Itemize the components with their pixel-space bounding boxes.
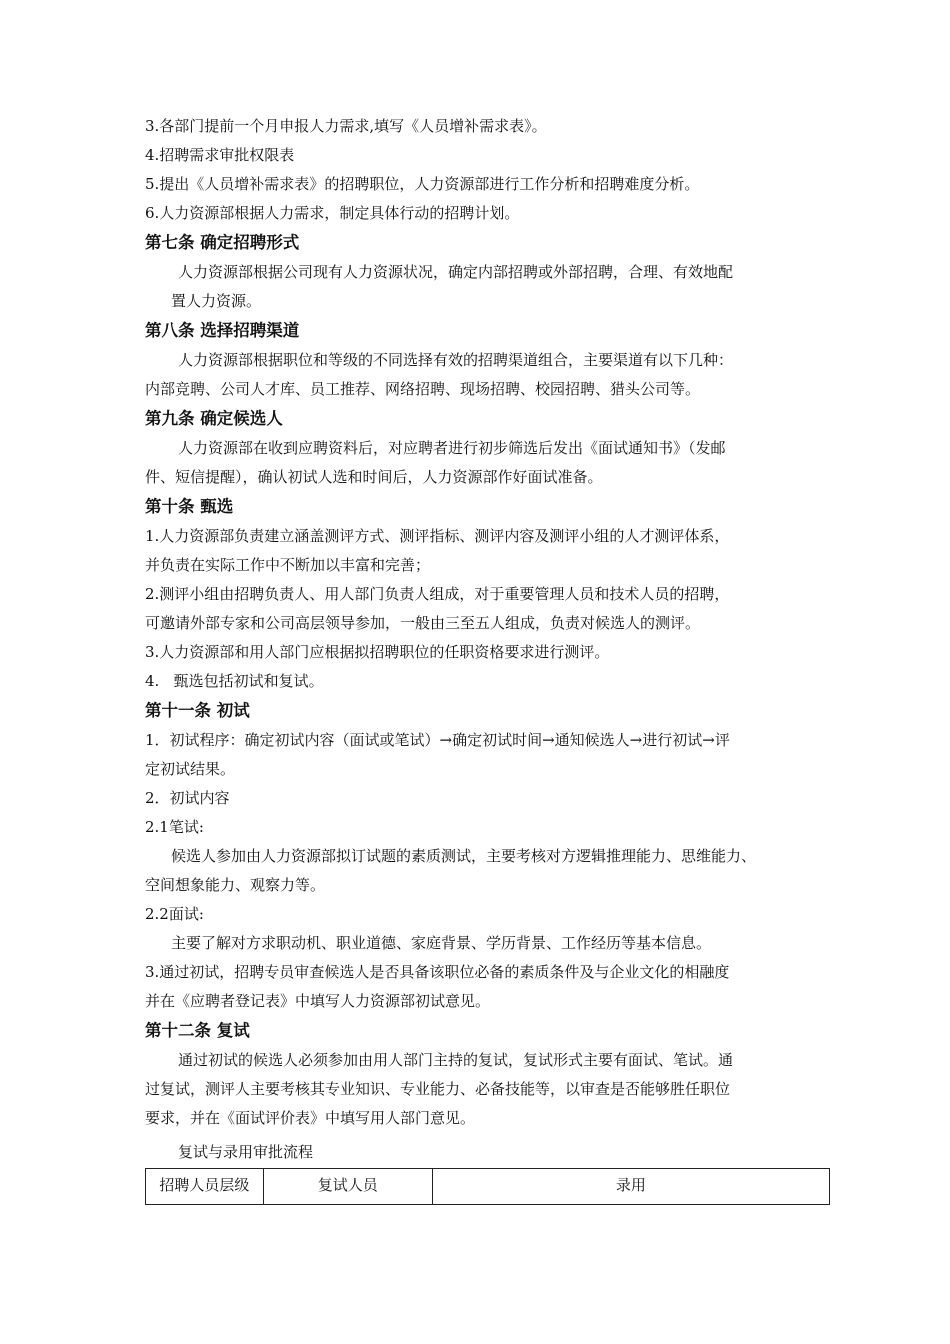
article-10-text: 并负责在实际工作中不断加以丰富和完善； (145, 556, 431, 574)
article-11-text: 3.通过初试，招聘专员审查候选人是否具备该职位必备的素质条件及与企业文化的相融度 (145, 963, 730, 981)
article-10-text: 2.测评小组由招聘负责人、用人部门负责人组成，对于重要管理人员和技术人员的招聘， (145, 585, 730, 603)
table-caption: 复试与录用审批流程 (178, 1143, 314, 1161)
article-11-text: 空间想象能力、观察力等。 (145, 876, 326, 894)
item-6: 6.人力资源部根据人力需求，制定具体行动的招聘计划。 (145, 204, 520, 222)
item-4: 4.招聘需求审批权限表 (145, 146, 295, 164)
article-10-text: 1.人力资源部负责建立涵盖测评方式、测评指标、测评内容及测评小组的人才测评体系， (145, 527, 730, 545)
article-10-text: 4. 甄选包括初试和复试。 (145, 672, 324, 690)
table-header-cell: 录用 (432, 1169, 829, 1205)
table-header-cell: 招聘人员层级 (146, 1169, 264, 1205)
document-page (145, 112, 835, 1205)
article-11-text: 1．初试程序：确定初试内容（面试或笔试）→确定初试时间→通知候选人→进行初试→评 (145, 731, 730, 749)
article-11-text: 并在《应聘者登记表》中填写人力资源部初试意见。 (145, 992, 491, 1010)
article-11-text: 2.2面试: (145, 905, 204, 923)
article-8-text: 人力资源部根据职位和等级的不同选择有效的招聘渠道组合，主要渠道有以下几种： (178, 351, 734, 369)
article-10-heading: 第十条 甄选 (145, 497, 234, 516)
article-11-text: 2．初试内容 (145, 789, 230, 807)
article-8-text: 内部竞聘、公司人才库、员工推荐、网络招聘、现场招聘、校园招聘、猎头公司等。 (145, 380, 701, 398)
table-header-row (146, 1169, 830, 1205)
article-10-text: 3.人力资源部和用人部门应根据拟招聘职位的任职资格要求进行测评。 (145, 643, 610, 661)
article-10-text: 可邀请外部专家和公司高层领导参加，一般由三至五人组成，负责对候选人的测评。 (145, 614, 701, 632)
article-9-text: 人力资源部在收到应聘资料后，对应聘者进行初步筛选后发出《面试通知书》（发邮 (178, 439, 726, 457)
article-9-text: 件、短信提醒），确认初试人选和时间后，人力资源部作好面试准备。 (145, 468, 603, 486)
approval-table (145, 1168, 830, 1205)
article-9-heading: 第九条 确定候选人 (145, 409, 283, 428)
article-7-text: 人力资源部根据公司现有人力资源状况，确定内部招聘或外部招聘，合理、有效地配 (178, 263, 734, 281)
item-5: 5.提出《人员增补需求表》的招聘职位，人力资源部进行工作分析和招聘难度分析。 (145, 175, 700, 193)
article-12-text: 要求，并在《面试评价表》中填写用人部门意见。 (145, 1109, 476, 1127)
article-11-text: 定初试结果。 (145, 760, 236, 778)
article-11-text: 2.1笔试: (145, 818, 204, 836)
article-11-heading: 第十一条 初试 (145, 701, 250, 720)
article-7-heading: 第七条 确定招聘形式 (145, 233, 300, 252)
article-12-heading: 第十二条 复试 (145, 1021, 250, 1040)
article-8-heading: 第八条 选择招聘渠道 (145, 321, 300, 340)
table-header-cell: 复试人员 (263, 1169, 432, 1205)
item-3: 3.各部门提前一个月申报人力需求,填写《人员增补需求表》。 (145, 117, 547, 135)
article-7-text: 置人力资源。 (171, 292, 262, 310)
article-12-text: 过复试，测评人主要考核其专业知识、专业能力、必备技能等，以审查是否能够胜任职位 (145, 1080, 731, 1098)
article-11-text: 候选人参加由人力资源部拟订试题的素质测试，主要考核对方逻辑推理能力、思维能力、 (171, 847, 757, 865)
article-12-text: 通过初试的候选人必须参加由用人部门主持的复试，复试形式主要有面试、笔试。通 (178, 1051, 734, 1069)
article-11-text: 主要了解对方求职动机、职业道德、家庭背景、学历背景、工作经历等基本信息。 (171, 934, 712, 952)
